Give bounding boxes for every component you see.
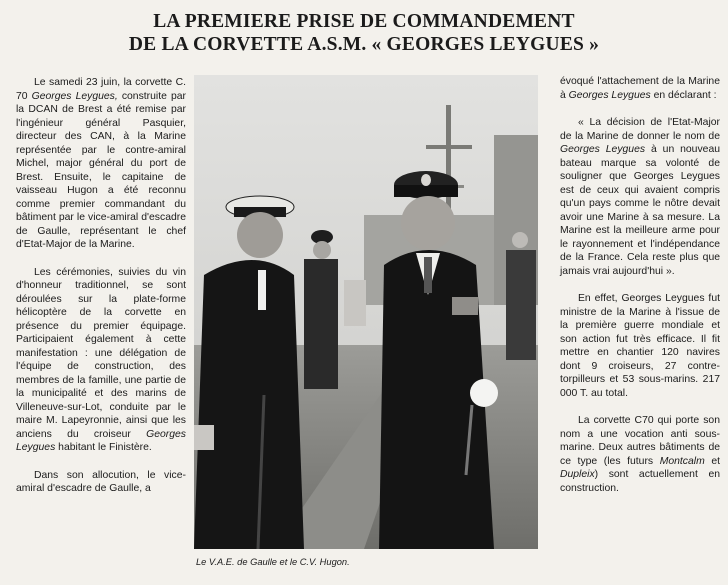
title-line-1: LA PREMIERE PRISE DE COMMANDEMENT	[153, 11, 575, 32]
left-paragraph-1: Le samedi 23 juin, la corvette C. 70 Georges Leygues, construite par la DCAN de Brest a été remise par l'ingénieur général Pasquier, directeur des CAN, à la Marine représentée par le contre-amiral Michel, major général du port de Brest. Ensuite, le capitaine de vaisseau Hugon a été reconnu comme premier commandant du bâtiment par le vice-amiral d'escadre de Gaulle, représentant le chef d'Etat-Major de la Marine.	[16, 77, 186, 250]
left-paragraph-3: Dans son allocution, le vice-amiral d'escadre de Gaulle, a	[16, 469, 186, 494]
right-paragraph-4: La corvette C70 qui porte son nom a une vocation anti sous-marine. Deux autres bâtiments de ce type (les futurs Montcalm et Dupleix) sont actuellement en construction.	[560, 415, 720, 494]
right-paragraph-2: « La décision de l'Etat-Major de la Marine de donner le nom de Georges Leygues à un nouveau bateau marque sa volonté de souligner que Georges Leygues est de ceux qui avaient compris qu'un pays comme le nôtre devait avoir une Marine à sa mesure. La Marine est la meilleure arme pour le rayonnement et l'indépendance de la France. Cela reste plus que jamais vrai aujourd'hui ».	[560, 117, 720, 277]
right-paragraph-3: En effet, Georges Leygues fut ministre de la Marine à l'issue de la première guerre mondiale et son action fut très efficace. Il fit mettre en chantier 120 navires dont 9 croiseurs, 27 contre-torpilleurs et 53 sous-marins. 217 000 T. au total.	[560, 293, 720, 399]
photo-illustration	[194, 75, 538, 549]
left-column	[16, 76, 186, 496]
right-column	[560, 75, 720, 495]
left-paragraph-2: Les cérémonies, suivies du vin d'honneur traditionnel, se sont déroulées sur la plate-forme hélicoptère de la corvette en présence du premier équipage. Participaient également à cette manifestation : une délégation de l'équipe de construction, des membres de la famille, une partie de la municipalité et des marins de Villeneuve-sur-Lot, conduite par le maire M. Lapeyronnie, ainsi que les anciens du croiseur Georges Leygues habitant le Finistère.	[16, 266, 186, 453]
article-title	[0, 10, 728, 56]
title-line-2: DE LA CORVETTE A.S.M. « GEORGES LEYGUES »	[128, 34, 600, 55]
photo-caption: Le V.A.E. de Gaulle et le C.V. Hugon.	[196, 557, 350, 567]
right-paragraph-1: évoqué l'attachement de la Marine à Georges Leygues en déclarant :	[560, 76, 720, 101]
ceremony-photo	[194, 75, 538, 549]
